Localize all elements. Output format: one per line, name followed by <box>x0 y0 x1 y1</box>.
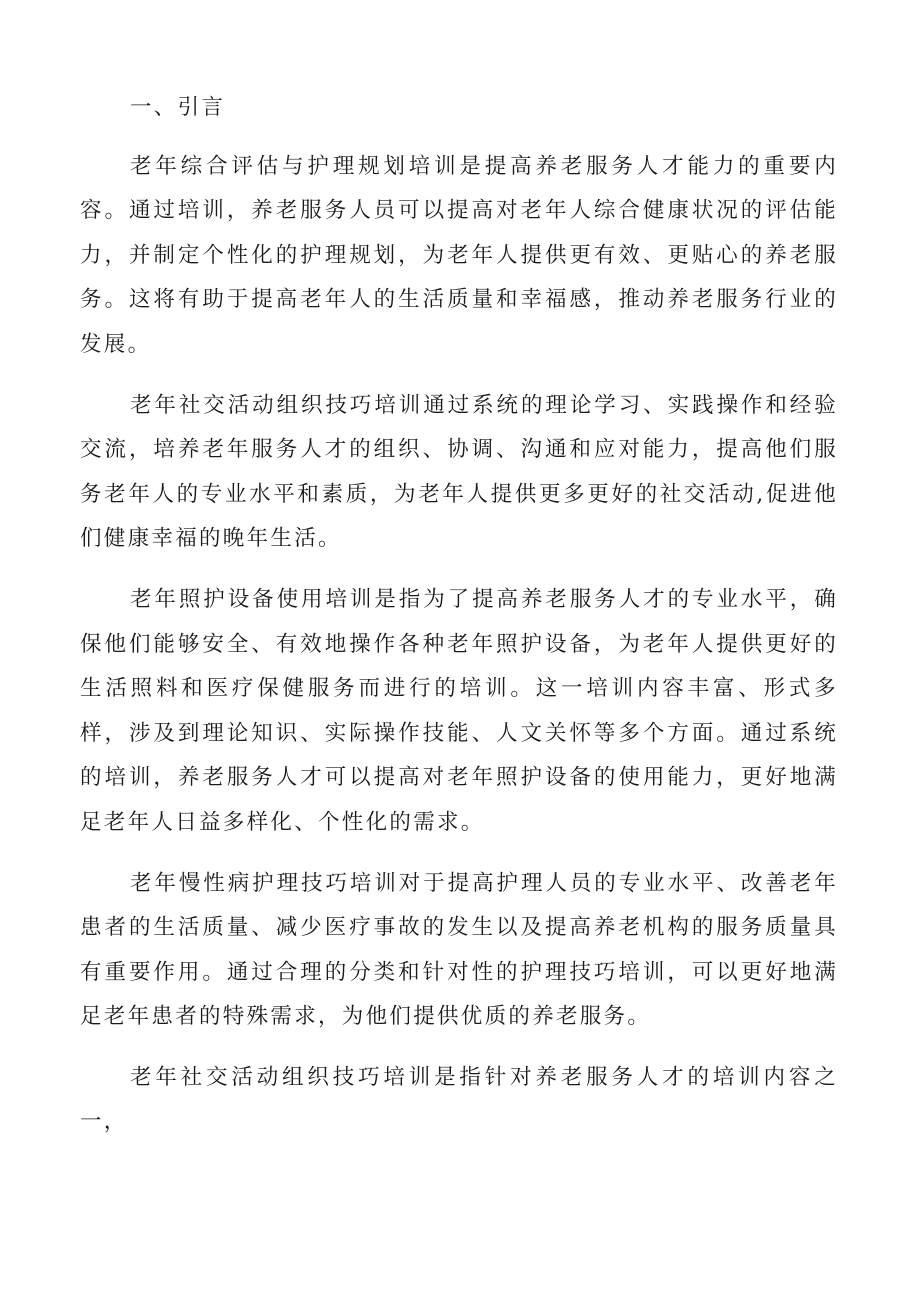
paragraph-3: 老年照护设备使用培训是指为了提高养老服务人才的专业水平，确保他们能够安全、有效地操作各种老年照护设备，为老年人提供更好的生活照料和医疗保健服务而进行的培训。这一培训内容丰富、形式多样，涉及到理论知识、实际操作技能、人文关怀等多个方面。通过系统的培训，养老服务人才可以提高对老年照护设备的使用能力，更好地满足老年人日益多样化、个性化的需求。 <box>80 586 838 835</box>
paragraph-1: 老年综合评估与护理规划培训是提高养老服务人才能力的重要内容。通过培训，养老服务人员可以提高对老年人综合健康状况的评估能力，并制定个性化的护理规划，为老年人提供更有效、更贴心的养老服务。这将有助于提高老年人的生活质量和幸福感，推动养老服务行业的发展。 <box>80 153 838 357</box>
paragraph-2: 老年社交活动组织技巧培训通过系统的理论学习、实践操作和经验交流，培养老年服务人才的组织、协调、沟通和应对能力，提高他们服务老年人的专业水平和素质，为老年人提供更多更好的社交活动,促进他们健康幸福的晚年生活。 <box>80 392 838 552</box>
paragraph-5: 老年社交活动组织技巧培训是指针对养老服务人才的培训内容之一， <box>80 1064 838 1135</box>
paragraph-4: 老年慢性病护理技巧培训对于提高护理人员的专业水平、改善老年患者的生活质量、减少医疗事故的发生以及提高养老机构的服务质量具有重要作用。通过合理的分类和针对性的护理技巧培训，可以更好地满足老年患者的特殊需求，为他们提供优质的养老服务。 <box>80 870 838 1030</box>
document-body <box>80 86 838 1161</box>
section-heading: 一、引言 <box>130 95 226 120</box>
